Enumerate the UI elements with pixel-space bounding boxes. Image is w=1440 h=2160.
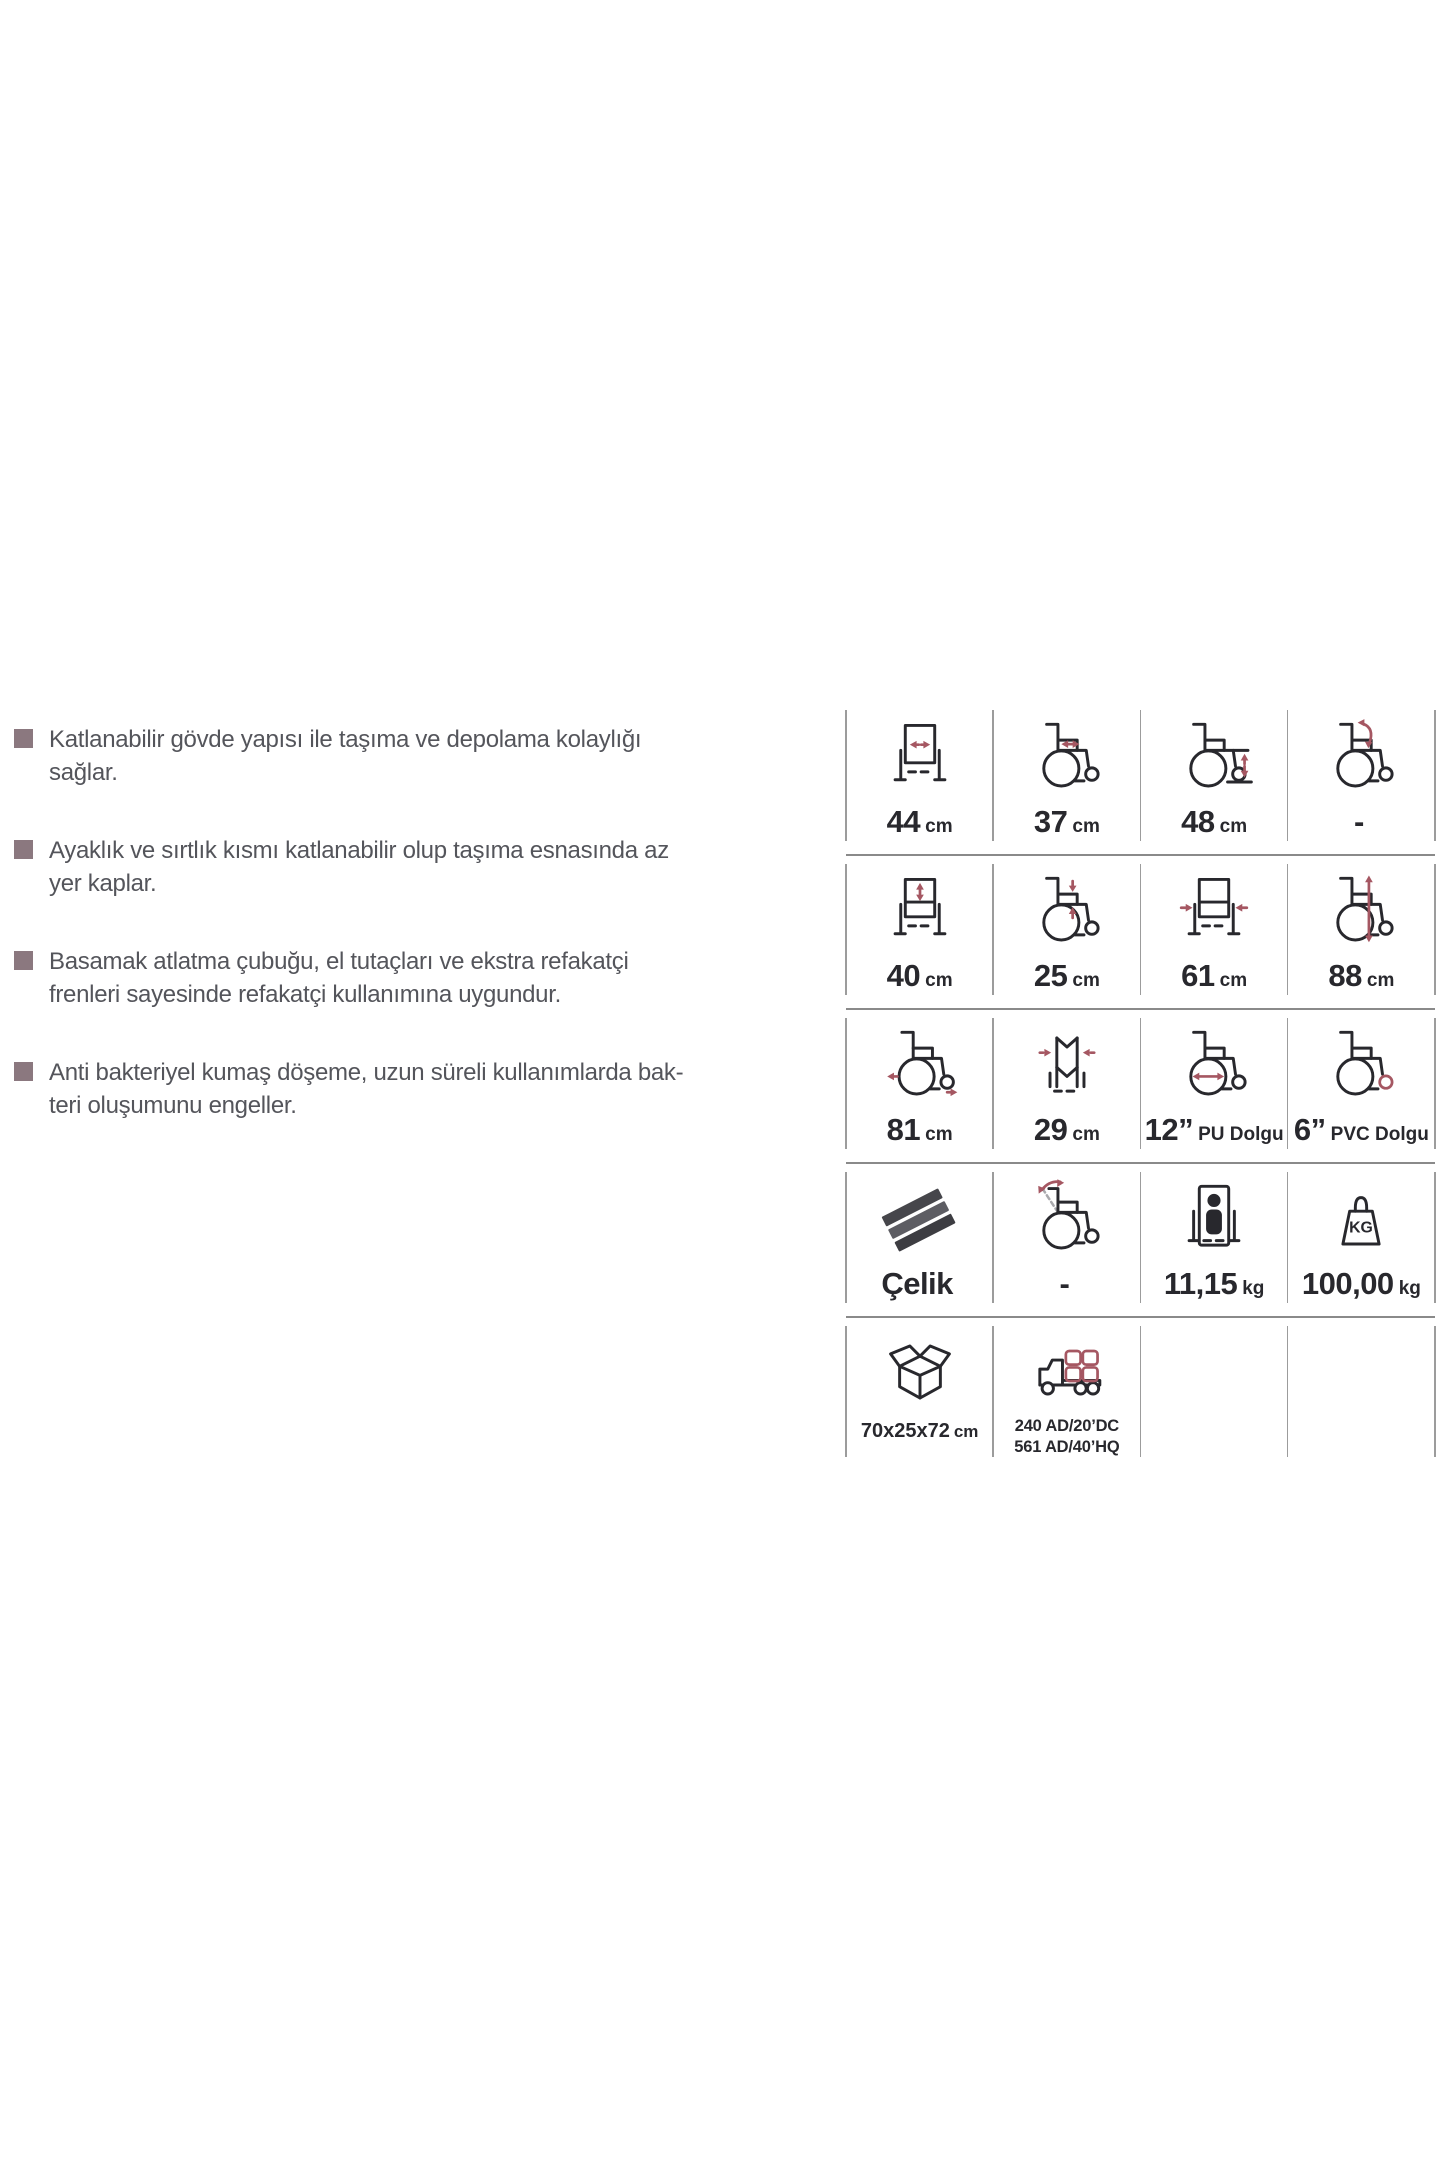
bullet-square-icon (14, 951, 33, 970)
spec-cell-empty (1141, 1318, 1288, 1470)
frame-material-icon (877, 1175, 963, 1261)
spec-value: 37 cm (1033, 804, 1100, 839)
package-dimensions-icon (877, 1329, 963, 1415)
container-capacity-icon (1024, 1325, 1110, 1411)
spec-cell-frame-material (846, 1164, 993, 1316)
bullet-square-icon (14, 840, 33, 859)
seat-depth-icon (1024, 713, 1110, 799)
spec-row-3 (846, 1010, 1435, 1162)
bullet-square-icon (14, 1062, 33, 1081)
spec-cell-package-dimensions (846, 1318, 993, 1470)
spec-value: 61 cm (1181, 958, 1248, 993)
spec-value: 6” PVC Dolgu (1293, 1112, 1429, 1147)
bullet-square-icon (14, 729, 33, 748)
total-length-icon (877, 1021, 963, 1107)
spec-value: 240 AD/20’DC 561 AD/40’HQ (1014, 1417, 1120, 1456)
spec-value: 25 cm (1033, 958, 1100, 993)
feature-list (14, 723, 824, 1167)
spec-cell-seat-depth (993, 702, 1140, 854)
svg-text:KG: KG (1349, 1219, 1374, 1237)
spec-value: Çelik (881, 1266, 953, 1301)
feature-text: Ayaklık ve sırtlık kısmı katlanabilir olup taşıma esnasında az yer kaplar. (49, 837, 669, 897)
spec-value: 29 cm (1033, 1112, 1100, 1147)
spec-value: - (1059, 1266, 1070, 1301)
front-wheel-size-icon (1318, 1021, 1404, 1107)
armrest-height-icon (1024, 867, 1110, 953)
spec-cell-seat-height (1141, 702, 1288, 854)
spec-cell-product-weight (1141, 1164, 1288, 1316)
spec-value: 11,15 kg (1163, 1266, 1265, 1301)
spec-value: - (1353, 804, 1364, 839)
spec-row-1 (846, 702, 1435, 854)
spec-value: 81 cm (886, 1112, 953, 1147)
rear-wheel-size-icon (1171, 1021, 1257, 1107)
feature-item (14, 945, 824, 1011)
spec-cell-total-width (1141, 856, 1288, 1008)
spec-row-2 (846, 856, 1435, 1008)
spec-cell-backrest-recline (993, 1164, 1140, 1316)
spec-cell-max-user-weight (1288, 1164, 1435, 1316)
spec-value: 100,00 kg (1301, 1266, 1421, 1301)
product-weight-icon (1171, 1175, 1257, 1261)
feature-item (14, 1056, 824, 1122)
spec-grid (846, 702, 1435, 1470)
spec-value: 48 cm (1181, 804, 1248, 839)
spec-cell-seat-width (846, 702, 993, 854)
max-user-weight-icon (1318, 1175, 1404, 1261)
spec-cell-total-length (846, 1010, 993, 1162)
spec-cell-total-height (1288, 856, 1435, 1008)
feature-text: Basamak atlatma çubuğu, el tutaçları ve ekstra refakatçi frenleri sayesinde refakatçi kullanımına uygundur. (49, 948, 629, 1008)
spec-cell-armrest-height (993, 856, 1140, 1008)
folded-width-icon (1024, 1021, 1110, 1107)
spec-value: 44 cm (886, 804, 953, 839)
feature-text: Anti bakteriyel kumaş döşeme, uzun süreli kullanımlarda bak- teri oluşumunu engeller. (49, 1059, 684, 1119)
spec-value: 70x25x72 cm (860, 1420, 979, 1442)
spec-value: 88 cm (1328, 958, 1395, 993)
backrest-recline-icon (1024, 1175, 1110, 1261)
spec-value: 40 cm (886, 958, 953, 993)
spec-cell-front-wheel-size (1288, 1010, 1435, 1162)
spec-cell-backrest-height (846, 856, 993, 1008)
seat-height-icon (1171, 713, 1257, 799)
spec-cell-container-capacity (993, 1318, 1140, 1470)
spec-cell-folded-width (993, 1010, 1140, 1162)
spec-cell-rear-wheel-size (1141, 1010, 1288, 1162)
backrest-height-icon (877, 867, 963, 953)
feature-item (14, 723, 824, 789)
feature-text: Katlanabilir gövde yapısı ile taşıma ve depolama kolaylığı sağlar. (49, 726, 642, 786)
spec-value: 12” PU Dolgu (1144, 1112, 1284, 1147)
total-width-icon (1171, 867, 1257, 953)
spec-row-5 (846, 1318, 1435, 1470)
total-height-icon (1318, 867, 1404, 953)
feature-item (14, 834, 824, 900)
spec-cell-empty (1288, 1318, 1435, 1470)
spec-row-4 (846, 1164, 1435, 1316)
spec-cell-backrest-fold-angle (1288, 702, 1435, 854)
seat-width-icon (877, 713, 963, 799)
backrest-fold-angle-icon (1318, 713, 1404, 799)
